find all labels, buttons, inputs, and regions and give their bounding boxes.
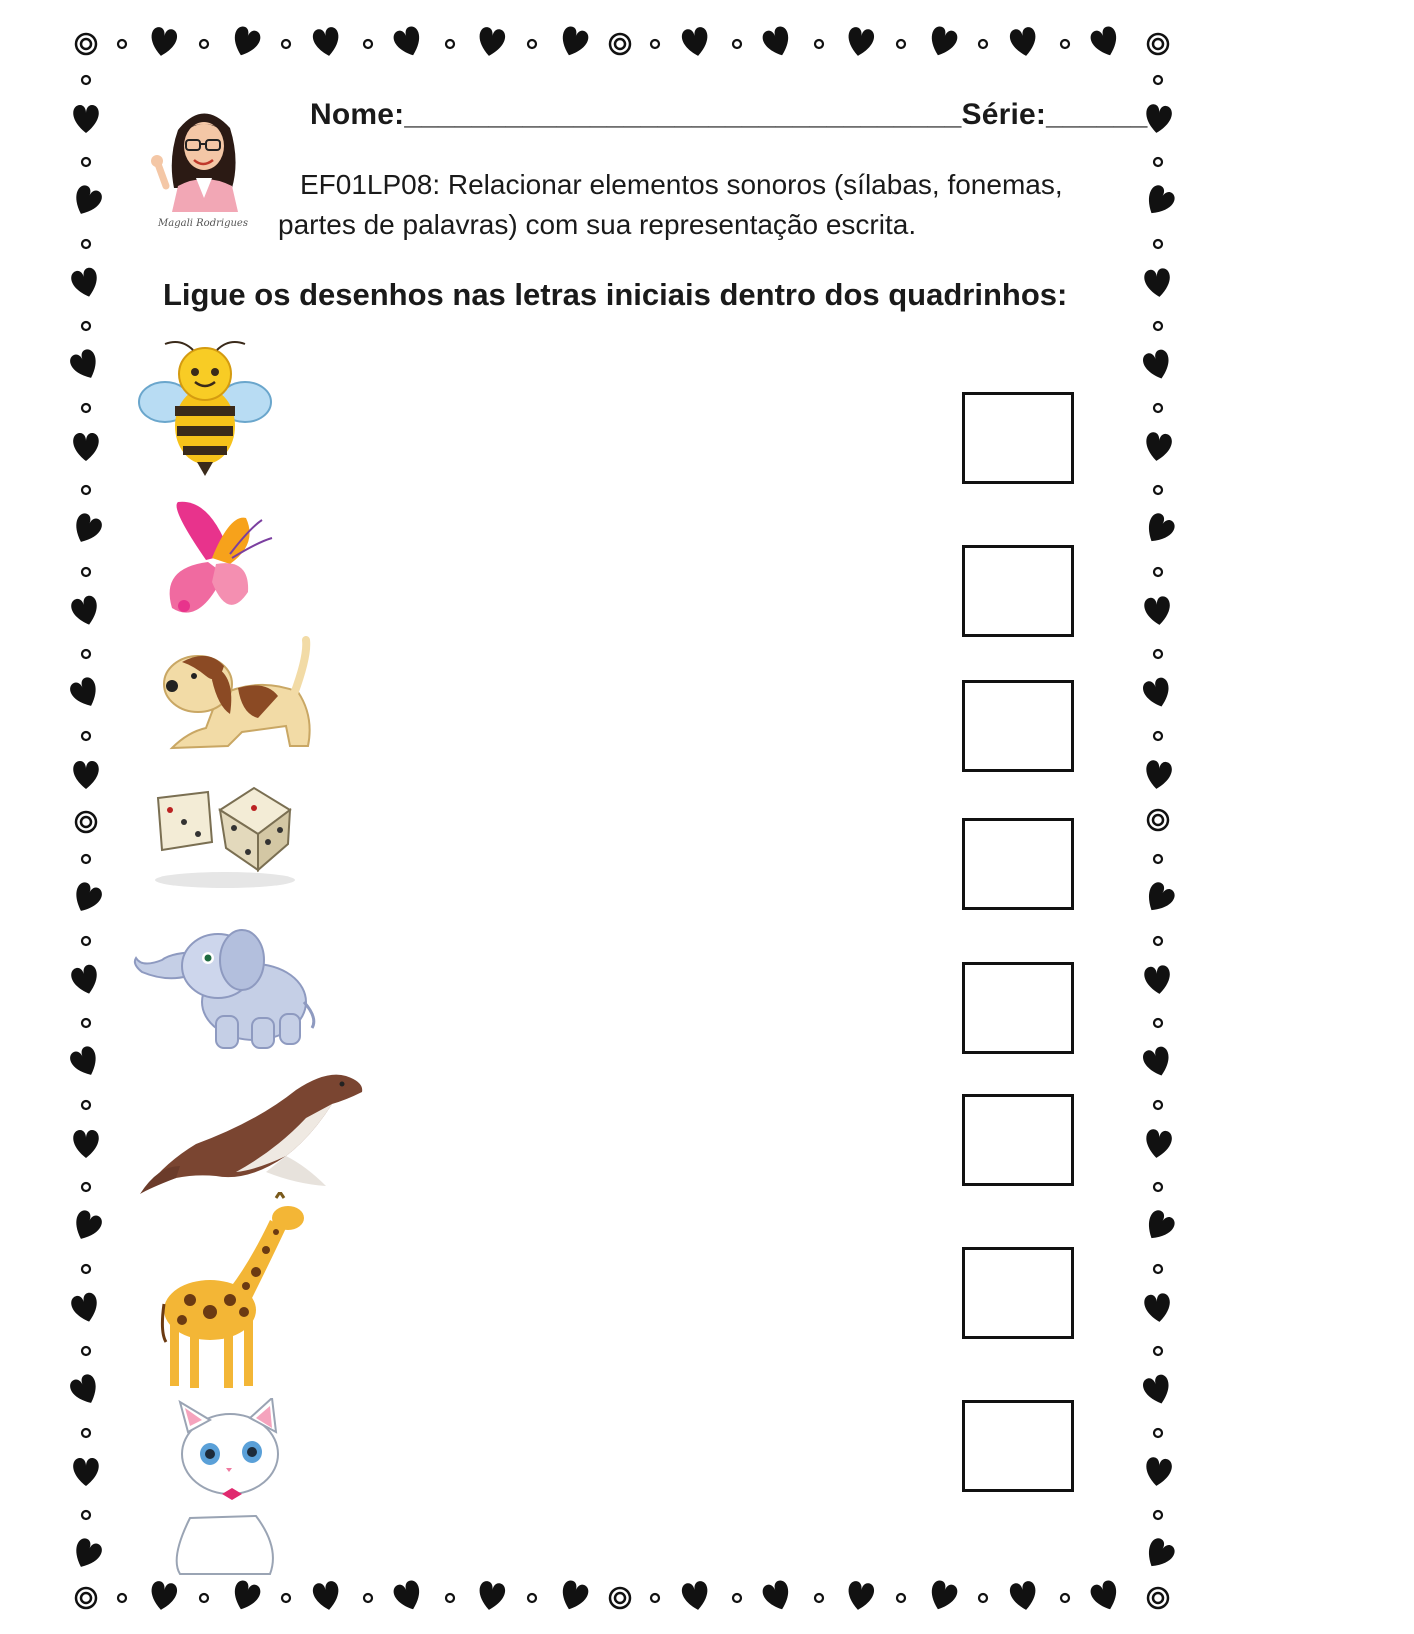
- border-heart: [1141, 1045, 1174, 1079]
- border-dot: [82, 1429, 90, 1437]
- border-heart: [845, 1580, 875, 1612]
- border-dot: [282, 40, 290, 48]
- border-dot: [1061, 1594, 1069, 1602]
- border-spiral: [610, 1588, 630, 1608]
- border-heart: [1143, 965, 1172, 996]
- border-heart: [229, 1579, 263, 1614]
- border-dot: [82, 322, 90, 330]
- border-heart: [1141, 183, 1178, 220]
- border-heart: [229, 25, 263, 60]
- border-dot: [82, 855, 90, 863]
- border-heart: [70, 266, 102, 300]
- border-dot: [82, 240, 90, 248]
- border-spiral: [76, 1588, 96, 1608]
- border-dot: [82, 404, 90, 412]
- border-heart: [1141, 1373, 1174, 1407]
- border-heart: [1089, 25, 1123, 60]
- border-dot: [82, 76, 90, 84]
- border-dot: [979, 1594, 987, 1602]
- border-heart: [148, 26, 178, 58]
- teacher-avatar: [148, 100, 258, 230]
- border-heart: [73, 1130, 99, 1158]
- border-spiral: [615, 39, 625, 49]
- border-heart: [148, 1580, 178, 1612]
- border-heart: [392, 1579, 426, 1614]
- name-label: Nome:: [310, 98, 405, 131]
- bee-picture: [135, 340, 275, 480]
- border-spiral: [76, 34, 96, 54]
- border-dot: [528, 40, 536, 48]
- border-dot: [82, 1347, 90, 1355]
- border-dot: [1154, 1429, 1162, 1437]
- answer-box[interactable]: [962, 392, 1074, 484]
- border-dot: [82, 1019, 90, 1027]
- border-dot: [1154, 322, 1162, 330]
- border-dot: [1154, 650, 1162, 658]
- border-heart: [68, 675, 103, 711]
- border-dot: [1061, 40, 1069, 48]
- border-dot: [1154, 158, 1162, 166]
- border-dot: [1154, 937, 1162, 945]
- border-dot: [651, 40, 659, 48]
- border-spiral: [610, 34, 630, 54]
- border-dot: [815, 1594, 823, 1602]
- border-dot: [446, 1594, 454, 1602]
- answer-box[interactable]: [962, 680, 1074, 772]
- border-heart: [69, 511, 104, 547]
- border-heart: [476, 1580, 506, 1612]
- border-heart: [1143, 596, 1172, 627]
- border-heart: [926, 1579, 960, 1614]
- border-dot: [200, 1594, 208, 1602]
- answer-box[interactable]: [962, 1094, 1074, 1186]
- border-heart: [681, 1580, 711, 1612]
- border-heart: [73, 1458, 99, 1486]
- dice-picture: [150, 780, 300, 890]
- border-heart: [1144, 103, 1173, 134]
- border-dot: [1154, 1101, 1162, 1109]
- border-heart: [69, 880, 104, 916]
- border-dot: [82, 1265, 90, 1273]
- border-dot: [897, 40, 905, 48]
- border-dot: [364, 40, 372, 48]
- border-heart: [1141, 1536, 1178, 1573]
- border-dot: [82, 1511, 90, 1519]
- border-heart: [1144, 431, 1173, 462]
- border-dot: [82, 1183, 90, 1191]
- border-dot: [1154, 1511, 1162, 1519]
- border-dot: [1154, 1183, 1162, 1191]
- border-heart: [557, 25, 591, 60]
- border-dot: [897, 1594, 905, 1602]
- border-dot: [118, 1594, 126, 1602]
- answer-box[interactable]: [962, 962, 1074, 1054]
- border-dot: [82, 486, 90, 494]
- border-heart: [1144, 1128, 1173, 1159]
- dog-picture: [158, 636, 318, 756]
- border-dot: [651, 1594, 659, 1602]
- avatar-signature: Magali Rodrigues: [158, 218, 248, 229]
- border-heart: [73, 433, 99, 461]
- border-heart: [1009, 1580, 1039, 1612]
- border-heart: [1141, 676, 1174, 710]
- border-spiral: [1153, 1593, 1163, 1603]
- border-heart: [1144, 1456, 1173, 1487]
- border-dot: [733, 1594, 741, 1602]
- border-spiral: [1153, 815, 1163, 825]
- answer-box[interactable]: [962, 545, 1074, 637]
- border-spiral: [81, 39, 91, 49]
- border-heart: [1143, 268, 1172, 299]
- name-and-grade-line: [310, 98, 1147, 132]
- border-dot: [364, 1594, 372, 1602]
- border-dot: [200, 40, 208, 48]
- border-dot: [82, 158, 90, 166]
- border-heart: [761, 1579, 795, 1614]
- border-heart: [1141, 1208, 1178, 1245]
- border-spiral: [1148, 34, 1168, 54]
- border-dot: [1154, 486, 1162, 494]
- border-dot: [815, 40, 823, 48]
- border-dot: [1154, 240, 1162, 248]
- border-dot: [1154, 76, 1162, 84]
- border-heart: [1141, 880, 1178, 917]
- border-heart: [681, 26, 711, 58]
- border-heart: [845, 26, 875, 58]
- grade-field[interactable]: ______: [1046, 98, 1148, 131]
- learning-objective: EF01LP08: Relacionar elementos sonoros (sílabas, fonemas, partes de palavras) com sua representação escrita.: [278, 169, 1063, 240]
- elephant-picture: [132, 922, 322, 1052]
- border-heart: [1143, 1293, 1172, 1324]
- border-dot: [1154, 1265, 1162, 1273]
- border-heart: [312, 1580, 342, 1612]
- border-dot: [82, 650, 90, 658]
- border-dot: [82, 568, 90, 576]
- border-spiral: [81, 817, 91, 827]
- answer-box[interactable]: [962, 1247, 1074, 1339]
- border-heart: [73, 761, 99, 789]
- border-dot: [82, 732, 90, 740]
- border-heart: [1141, 348, 1174, 382]
- border-dot: [1154, 1347, 1162, 1355]
- border-heart: [69, 1536, 104, 1572]
- border-dot: [282, 1594, 290, 1602]
- border-dot: [446, 40, 454, 48]
- border-heart: [68, 1372, 103, 1408]
- border-heart: [70, 963, 102, 997]
- cat-picture: [160, 1398, 290, 1578]
- border-dot: [82, 937, 90, 945]
- border-heart: [69, 183, 104, 219]
- butterfly-picture: [150, 498, 280, 628]
- border-dot: [82, 1101, 90, 1109]
- border-heart: [392, 25, 426, 60]
- border-heart: [1089, 1579, 1123, 1614]
- border-dot: [528, 1594, 536, 1602]
- border-dot: [1154, 568, 1162, 576]
- border-heart: [68, 347, 103, 383]
- border-dot: [1154, 404, 1162, 412]
- giraffe-picture: [160, 1192, 310, 1392]
- border-heart: [69, 1208, 104, 1244]
- border-dot: [733, 40, 741, 48]
- border-heart: [68, 1044, 103, 1080]
- border-heart: [1009, 26, 1039, 58]
- border-heart: [1141, 511, 1178, 548]
- border-heart: [73, 105, 99, 133]
- border-heart: [70, 594, 102, 628]
- answer-box[interactable]: [962, 818, 1074, 910]
- seal-picture: [136, 1066, 376, 1196]
- border-dot: [1154, 732, 1162, 740]
- grade-label: Série:: [961, 98, 1047, 131]
- border-heart: [70, 1291, 102, 1325]
- border-heart: [557, 1579, 591, 1614]
- border-dot: [118, 40, 126, 48]
- border-heart: [926, 25, 960, 60]
- border-spiral: [1153, 39, 1163, 49]
- border-dot: [1154, 1019, 1162, 1027]
- border-spiral: [1148, 1588, 1168, 1608]
- border-dot: [1154, 855, 1162, 863]
- border-spiral: [615, 1593, 625, 1603]
- border-dot: [979, 40, 987, 48]
- border-spiral: [81, 1593, 91, 1603]
- border-heart: [761, 25, 795, 60]
- exercise-instruction: Ligue os desenhos nas letras iniciais dentro dos quadrinhos:: [163, 277, 1068, 312]
- border-heart: [312, 26, 342, 58]
- name-field[interactable]: _________________________________: [404, 98, 962, 131]
- border-heart: [476, 26, 506, 58]
- border-spiral: [1148, 810, 1168, 830]
- answer-box[interactable]: [962, 1400, 1074, 1492]
- border-spiral: [76, 812, 96, 832]
- border-heart: [1144, 759, 1173, 790]
